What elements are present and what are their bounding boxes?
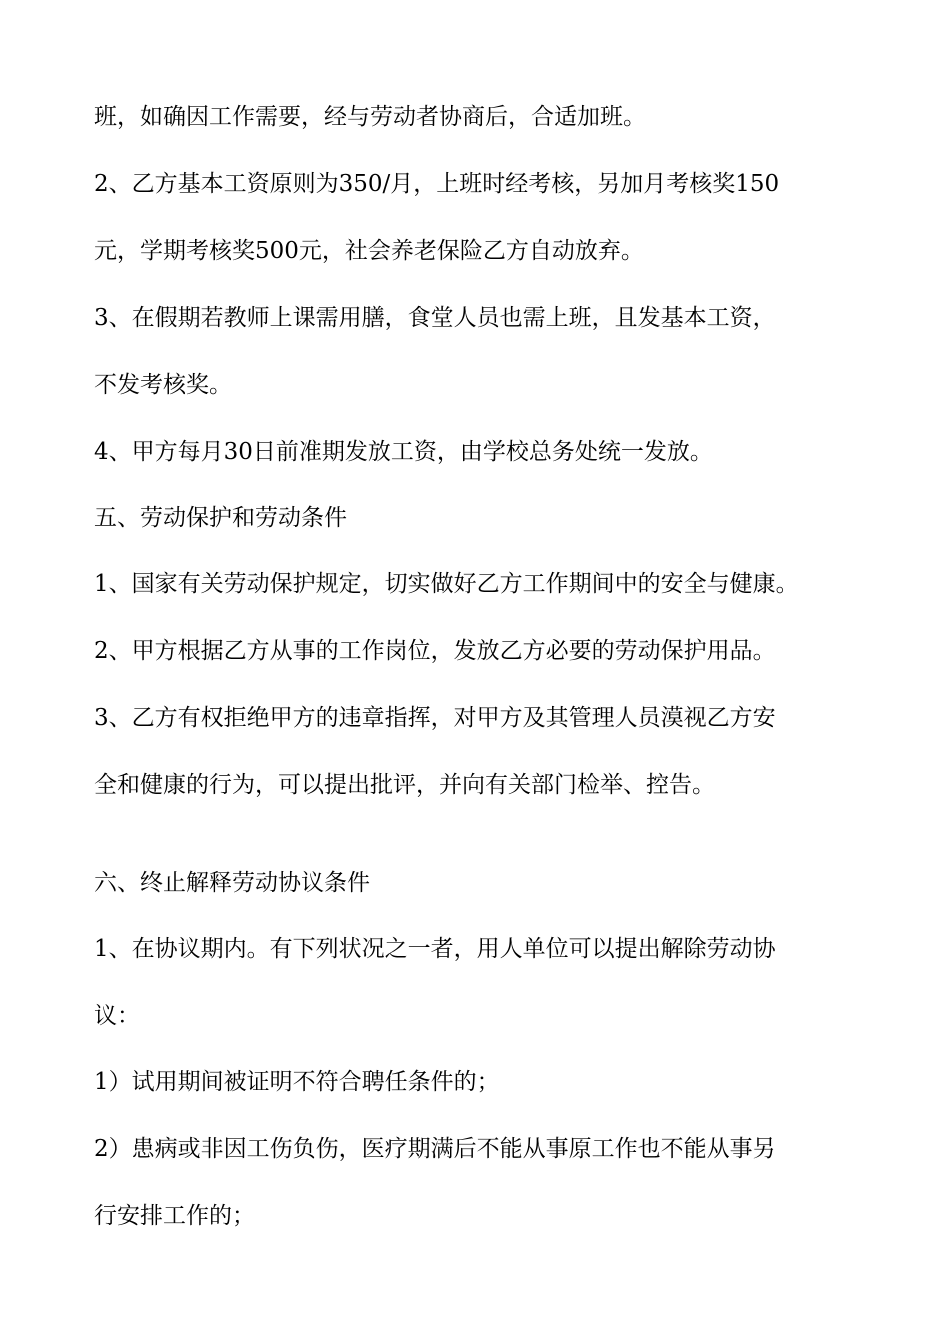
text-line: 全和健康的行为，可以提出批评，并向有关部门检举、控告。	[94, 772, 715, 798]
text-line: 2、甲方根据乙方从事的工作岗位，发放乙方必要的劳动保护用品。	[94, 638, 776, 664]
section-heading: 六、终止解释劳动协议条件	[94, 870, 370, 896]
text-line: 班，如确因工作需要，经与劳动者协商后，合适加班。	[94, 104, 646, 130]
section-heading: 五、劳动保护和劳动条件	[94, 505, 347, 531]
text-line: 2、乙方基本工资原则为350/月，上班时经考核，另加月考核奖150	[94, 171, 780, 197]
text-line: 议：	[94, 1003, 140, 1029]
text-line: 元，学期考核奖500元，社会养老保险乙方自动放弃。	[94, 238, 644, 264]
text-line: 4、甲方每月30日前准期发放工资，由学校总务处统一发放。	[94, 439, 713, 465]
text-line: 1、在协议期内。有下列状况之一者，用人单位可以提出解除劳动协	[94, 936, 776, 962]
list-item: 2）患病或非因工伤负伤，医疗期满后不能从事原工作也不能从事另	[94, 1136, 776, 1162]
text-line: 不发考核奖。	[94, 372, 232, 398]
text-line: 3、在假期若教师上课需用膳，食堂人员也需上班，且发基本工资，	[94, 305, 776, 331]
text-line: 行安排工作的；	[94, 1203, 255, 1229]
list-item: 1）试用期间被证明不符合聘任条件的；	[94, 1069, 500, 1095]
text-line: 1、国家有关劳动保护规定，切实做好乙方工作期间中的安全与健康。	[94, 571, 799, 597]
text-line: 3、乙方有权拒绝甲方的违章指挥，对甲方及其管理人员漠视乙方安	[94, 705, 776, 731]
